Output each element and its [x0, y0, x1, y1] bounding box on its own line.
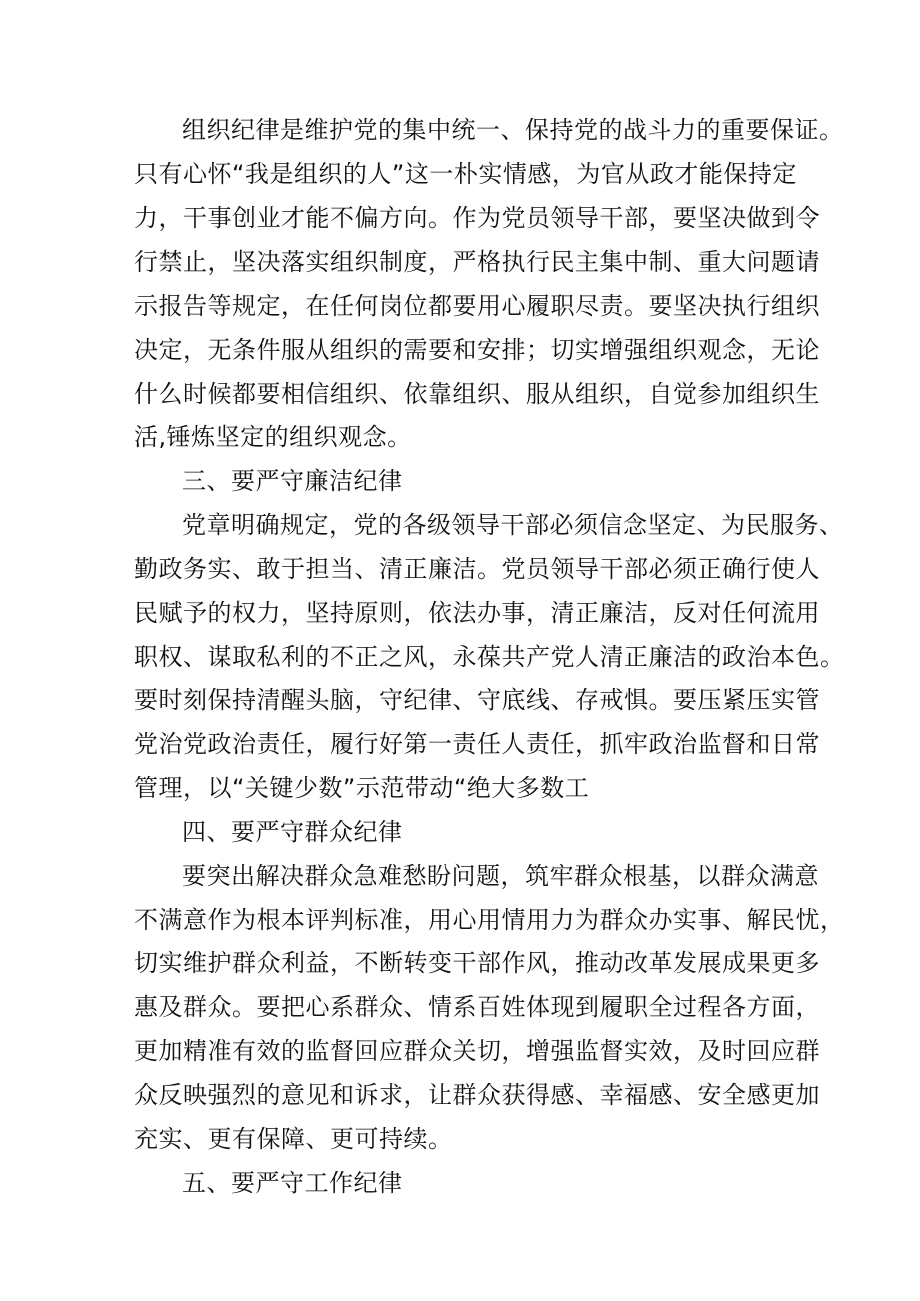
- paragraph-line: 更加精准有效的监督回应群众关切，增强监督实效，及时回应群: [134, 1037, 820, 1065]
- paragraph-line: 职权、谋取私利的不正之风，永葆共产党人清正廉洁的政治本色。: [134, 643, 845, 671]
- paragraph-line: 管理，以“关键少数”示范带动“绝大多数工: [134, 774, 590, 802]
- section-heading: 三、要严守廉洁纪律: [182, 467, 403, 495]
- paragraph-line: 行禁止，坚决落实组织制度，严格执行民主集中制、重大问题请: [134, 248, 820, 276]
- paragraph-line: 不满意作为根本评判标准，用心用情用力为群众办实事、解民忧，: [134, 906, 845, 934]
- paragraph-line: 要突出解决群众急难愁盼问题，筑牢群众根基，以群众满意: [182, 862, 819, 890]
- paragraph-line: 只有心怀“我是组织的人”这一朴实情感，为官从政才能保持定: [134, 160, 797, 188]
- paragraph-line: 惠及群众。要把心系群众、情系百姓体现到履职全过程各方面，: [134, 993, 820, 1021]
- section-heading: 五、要严守工作纪律: [182, 1169, 403, 1197]
- paragraph-line: 要时刻保持清醒头脑，守纪律、守底线、存戒惧。要压紧压实管: [134, 686, 820, 714]
- paragraph-line: 什么时候都要相信组织、依靠组织、服从组织，自觉参加组织生: [134, 380, 820, 408]
- paragraph-line: 决定，无条件服从组织的需要和安排；切实增强组织观念，无论: [134, 336, 820, 364]
- paragraph-line: 党章明确规定，党的各级领导干部必须信念坚定、为民服务、: [182, 511, 844, 539]
- paragraph-line: 党治党政治责任，履行好第一责任人责任，抓牢政治监督和日常: [134, 730, 820, 758]
- paragraph-line: 勤政务实、敢于担当、清正廉洁。党员领导干部必须正确行使人: [134, 555, 820, 583]
- paragraph-line: 力，干事创业才能不偏方向。作为党员领导干部，要坚决做到令: [134, 204, 820, 232]
- paragraph-line: 众反映强烈的意见和诉求，让群众获得感、幸福感、安全感更加: [134, 1081, 820, 1109]
- paragraph-line: 示报告等规定，在任何岗位都要用心履职尽责。要坚决执行组织: [134, 292, 820, 320]
- paragraph-line: 切实维护群众利益，不断转变干部作风，推动改革发展成果更多: [134, 949, 820, 977]
- paragraph-line: 民赋予的权力，坚持原则，依法办事，清正廉洁，反对任何流用: [134, 599, 820, 627]
- paragraph-line: 充实、更有保障、更可持续。: [134, 1125, 453, 1153]
- section-heading: 四、要严守群众纪律: [182, 818, 403, 846]
- paragraph-line: 组织纪律是维护党的集中统一、保持党的战斗力的重要保证。: [182, 116, 844, 144]
- paragraph-line: 活,锤炼坚定的组织观念。: [134, 423, 412, 451]
